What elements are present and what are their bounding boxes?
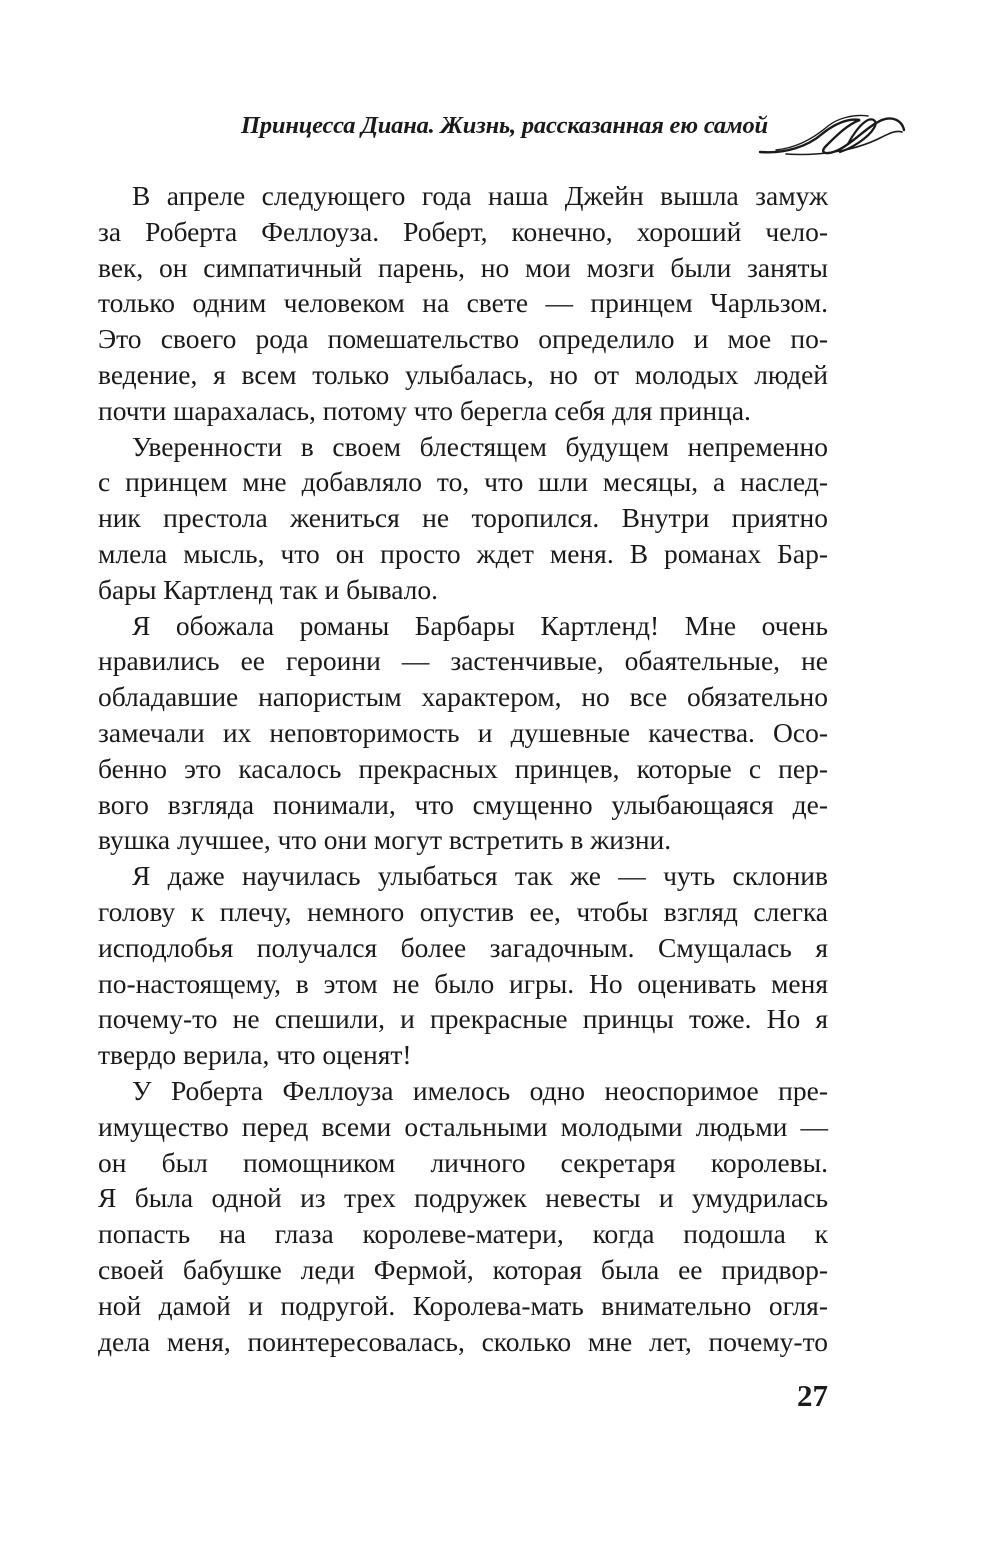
text-line: Я даже научилась улыбаться так же — чуть склонив: [132, 860, 828, 892]
text-line: ной дамой и подругой. Королева-мать внимательно огля-: [98, 1289, 828, 1321]
text-line: Я обожала романы Барбары Картленд! Мне очень: [132, 609, 828, 641]
body-text: [98, 178, 828, 1359]
text-line: ник престола жениться не торопился. Внутри приятно: [98, 502, 828, 534]
swash-flourish-ornament: [756, 108, 908, 162]
text-line: твердо верила, что оценят!: [98, 1039, 412, 1071]
text-line: своей бабушке леди Фермой, которая была ее придвор-: [98, 1253, 828, 1285]
text-line: бенно это касалось прекрасных принцев, которые с пер-: [98, 752, 828, 784]
text-line: замечали их неповторимость и душевные качества. Осо-: [98, 716, 828, 748]
text-line: обладавшие напористым характером, но все обязательно: [98, 681, 828, 713]
paragraph-1: [98, 178, 828, 429]
page-number: 27: [797, 1378, 828, 1413]
text-line: вого взгляда понимали, что смущенно улыбающаяся де-: [98, 788, 828, 820]
text-line: бары Картленд так и бывало.: [98, 573, 438, 605]
paragraph-2: [98, 429, 828, 608]
text-line: исподлобья получался более загадочным. Смущалась я: [98, 931, 828, 963]
text-line: голову к плечу, немного опустив ее, чтобы взгляд слегка: [98, 895, 828, 927]
text-line: У Роберта Феллоуза имелось одно неоспоримое пре-: [132, 1074, 828, 1106]
text-line: почему-то не спешили, и прекрасные принцы тоже. Но я: [98, 1003, 828, 1035]
text-line: за Роберта Феллоуза. Роберт, конечно, хороший чело-: [98, 215, 828, 247]
text-line: Уверенности в своем блестящем будущем непременно: [132, 430, 828, 462]
text-line: почти шарахалась, потому что берегла себя для принца.: [98, 394, 751, 426]
text-line: В апреле следующего года наша Джейн вышла замуж: [132, 180, 828, 211]
text-line: Я была одной из трех подружек невесты и умудрилась: [98, 1182, 828, 1214]
text-line: имущество перед всеми остальными молодыми людьми —: [98, 1110, 828, 1142]
text-line: ведение, я всем только улыбалась, но от молодых людей: [98, 358, 828, 390]
text-line: он был помощником личного секретаря королевы.: [98, 1146, 828, 1178]
text-line: по-настоящему, в этом не было игры. Но оценивать меня: [98, 967, 828, 999]
text-line: только одним человеком на свете — принцем Чарльзом.: [98, 287, 828, 319]
text-line: нравились ее героини — застенчивые, обаятельные, не: [98, 645, 828, 677]
paragraph-4: [98, 858, 828, 1073]
running-head-title: Принцесса Диана. Жизнь, рассказанная ею самой: [241, 112, 768, 139]
paragraph-5: [98, 1073, 828, 1359]
text-line: с принцем мне добавляло то, что шли месяцы, а наслед-: [98, 466, 828, 498]
text-line: попасть на глаза королеве-матери, когда подошла к: [98, 1218, 828, 1250]
paragraph-3: [98, 608, 828, 859]
text-line: вушка лучшее, что они могут встретить в жизни.: [98, 824, 672, 856]
text-line: Это своего рода помешательство определило и мое по-: [98, 323, 828, 355]
text-line: млела мысль, что он просто ждет меня. В романах Бар-: [98, 537, 828, 569]
text-line: дела меня, поинтересовалась, сколько мне лет, почему-то: [98, 1325, 828, 1357]
text-line: век, он симпатичный парень, но мои мозги были заняты: [98, 251, 828, 283]
